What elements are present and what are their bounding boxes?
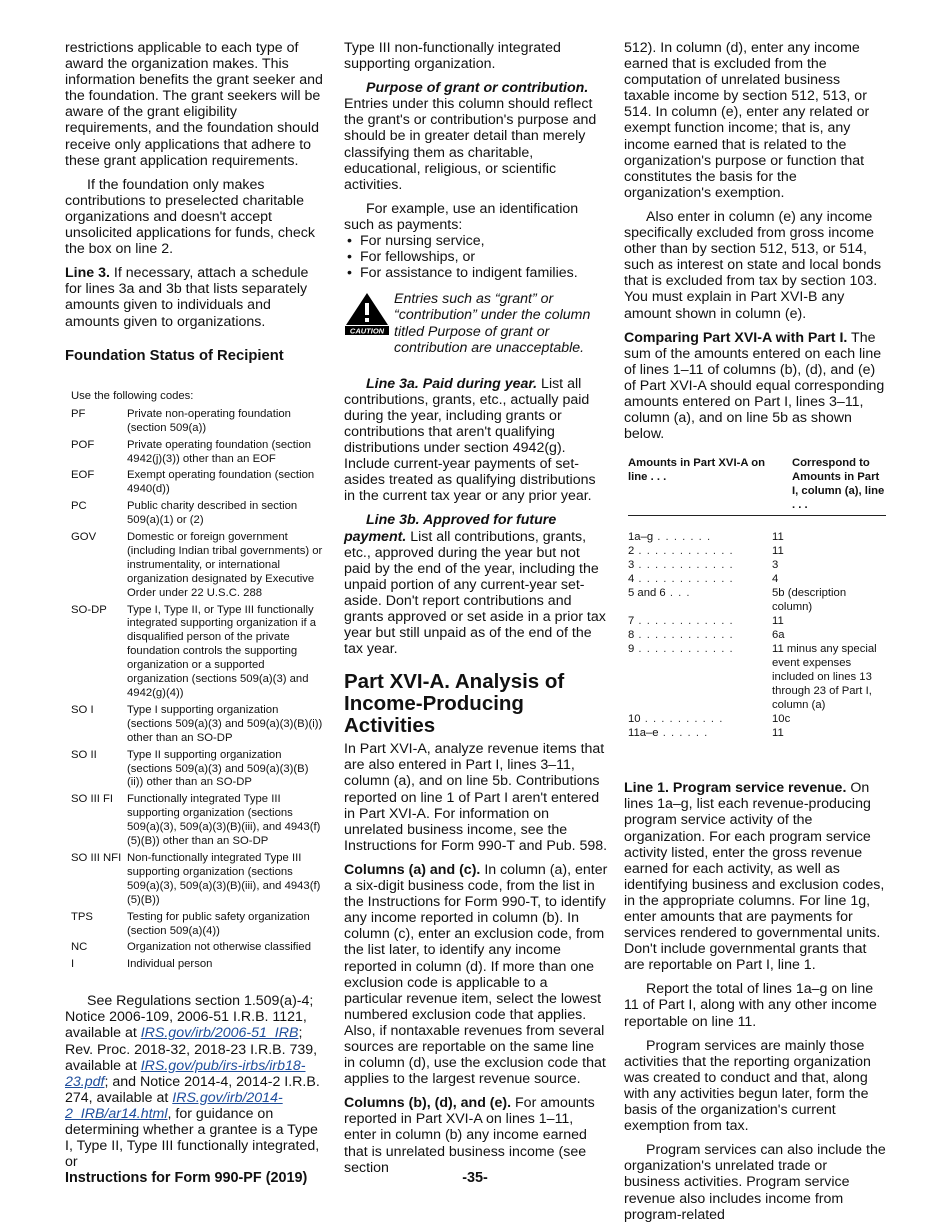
table-row	[628, 544, 886, 558]
code-description: Type II supporting organization (sections 509(a)(3) and 509(a)(3)(B)(ii)) other than an SO-DP	[127, 748, 309, 789]
codes-intro: Use the following codes:	[71, 389, 194, 402]
code-description: Public charity described in section 509(a)(1) or (2)	[127, 500, 298, 527]
line-value: 2	[628, 545, 635, 558]
purpose-text: Entries under this column should reflect the grant's or contribution's purpose and should be in greater detail than merely classifying them as charitable, educational, religious, or scientific activities.	[344, 96, 597, 193]
columns-bde-lead: Columns (b), (d), and (e).	[344, 1095, 512, 1112]
columns-ac-text: In column (a), enter a six-digit business code, from the list in the Instructions for Form 990-T, to identify any income reported in column (b). In column (c), enter an exclusion code, from the list later, to identify any income reported in column (d). If more than one exclusion code is applicable to a particular revenue item, select the lowest numbered exclusion code that applies. Also, if nontaxable revenues from several sources are reportable on the same line in column (d), use the exclusion code that applies to the largest revenue source.	[344, 861, 608, 1088]
paragraph: Program services are mainly those activities that the reporting organization was created to conduct and that, along with any activities begun later, form the basis of the organization's current exemption from tax.	[624, 1037, 871, 1135]
code-row	[69, 408, 323, 439]
line1-text: On lines 1a–g, list each revenue-producing program service activity of the organization. For each program service activity listed, enter the gross revenue earned for each activity, as well as identifying business and exclusion codes, in the appropriate columns. For line 1g, enter amounts that are payments for services rendered to governmental units. Don't include governmental grants that are reportable on Part I, line 1.	[624, 780, 885, 974]
line-value: 10	[628, 713, 641, 726]
code-description: Functionally integrated Type III supporting organization (sections 509(a)(3), 509(a)(3)(B)(iii), and 4943(f)(5)(B)) other than an SO-DP	[127, 793, 321, 848]
codes-table	[69, 408, 323, 975]
dot-leader: . . . . . . . . . . . .	[634, 573, 734, 586]
line3-paragraph	[65, 265, 325, 329]
line3a-paragraph	[344, 376, 608, 505]
part-title: Part XVI-A. Analysis of Income-Producing Activities	[344, 670, 565, 738]
code-row	[69, 793, 323, 852]
line3a-lead: Line 3a. Paid during year.	[366, 375, 538, 392]
table-row	[628, 558, 886, 572]
line3-text: If necessary, attach a schedule for lines 3a and 3b that lists separately amounts given to individuals and amounts given to organizations.	[65, 265, 309, 330]
regulations-paragraph	[65, 993, 325, 1170]
line3-lead: Line 3.	[65, 265, 110, 282]
dot-leader: . . . . . . . . . . . .	[634, 629, 734, 642]
line-value: 4	[628, 573, 635, 586]
code-row	[69, 704, 323, 749]
dot-leader: . . . . . . . . . . . .	[634, 615, 734, 628]
table-header-cell: Amounts in Part XVI-A on line . . .	[628, 457, 766, 484]
code-description: Testing for public safety organization (section 509(a)(4))	[127, 910, 310, 937]
table-cell-line	[628, 642, 772, 712]
code-description: Exempt operating foundation (section 4940(d))	[127, 469, 315, 496]
table-row	[628, 530, 886, 544]
text: See Regulations section 1.509(a)-4; Notice 2006-109, 2006-51 I.R.B. 1121, available at	[65, 993, 314, 1042]
correspondence-table	[628, 456, 886, 740]
table-cell-correspond: 10c	[772, 713, 791, 726]
columns-ac-paragraph	[344, 862, 608, 1087]
columns-bde-paragraph	[344, 1095, 608, 1175]
columns-bde-text: For amounts reported in Part XVI-A on lines 1–11, enter in column (b) any income earned that is unrelated business income (see section	[344, 1095, 595, 1176]
paragraph: Type III non-functionally integrated supporting organization.	[344, 40, 561, 73]
line3b-text: List all contributions, grants, etc., approved during the year but not paid by the end of the year, including the unpaid portion of any current-year set-aside. Don't report contributions and grants approved or set aside in a prior tax year but still unpaid as of the end of the tax year.	[344, 528, 606, 658]
dot-leader: . . . . . . .	[653, 531, 712, 544]
caution-label: CAUTION	[349, 326, 385, 336]
paragraph: In Part XVI-A, analyze revenue items that are also entered in Part I, lines 3–11, column (a), and on line 5b. Contributions reported on line 1 of Part I aren't entered in Part XVI-A. For information on unrelated business income, see the Instructions for Form 990-T and Pub. 598.	[344, 741, 608, 854]
line-value: 1a–g	[628, 531, 654, 544]
table-row	[628, 614, 886, 628]
line3b-paragraph	[344, 512, 608, 657]
table-cell-line	[628, 544, 772, 558]
link-irb-2014-2[interactable]: IRS.gov/irb/2014-2_IRB/ar14.html	[65, 1089, 283, 1122]
code-cell: SO III NFI	[71, 851, 122, 864]
dot-leader: . . . . . . . . . .	[640, 713, 724, 726]
link-irb18-23[interactable]: IRS.gov/pub/irs-irbs/irb18-23.pdf	[65, 1057, 306, 1090]
column-right	[624, 40, 886, 1231]
line1-paragraph	[624, 780, 886, 973]
code-cell: SO III FI	[71, 793, 114, 806]
table-row	[628, 726, 886, 740]
caution-icon	[344, 291, 390, 335]
paragraph: 512). In column (d), enter any income earned that is excluded from the computation of unrelated business taxable income by section 512, 513, or 514. In column (e), enter any related or exempt function income; that is, any income earned that is related to the organization's purpose or function that constitutes the basis for the organization's exemption.	[624, 40, 870, 201]
line3b-lead: Line 3b. Approved for future payment.	[344, 512, 557, 545]
list-item: • For fellowships, or	[344, 249, 608, 265]
table-row	[628, 572, 886, 586]
table-cell-line	[628, 726, 772, 740]
table-header-cell: Correspond to Amounts in Part I, column (a), line . . .	[792, 457, 885, 512]
paragraph: Report the total of lines 1a–g on line 11 of Part I, along with any other income reportable on line 11.	[624, 981, 877, 1030]
paragraph: If the foundation only makes contributions to preselected charitable organizations and doesn't accept unsolicited applications for funds, check the box on line 2.	[65, 176, 315, 258]
code-cell: I	[71, 958, 75, 971]
code-row	[69, 852, 323, 911]
table-cell-line	[628, 586, 772, 614]
purpose-paragraph	[344, 80, 608, 193]
table-cell-correspond: 4	[772, 573, 779, 586]
code-cell: NC	[71, 941, 88, 954]
code-description: Individual person	[127, 958, 213, 971]
line3a-text: List all contributions, grants, etc., actually paid during the year, including grants or contributions that aren't qualifying distributions under section 4942(g). Include current-year payments of set-asides treated as qualifying distributions in the current tax year or any prior year.	[344, 375, 596, 505]
footer-page-number: -35-	[462, 1170, 488, 1186]
code-row	[69, 439, 323, 470]
code-cell: SO II	[71, 748, 97, 761]
dot-leader: . . . . . . . . . . . .	[634, 559, 734, 572]
caution-text: Entries such as “grant” or “contribution” under the column titled Purpose of grant or contribution are unacceptable.	[394, 291, 591, 356]
text: ; Rev. Proc. 2018-32, 2018-23 I.R.B. 739, available at	[65, 1025, 318, 1074]
text: , for guidance on determining whether a grantee is a Type I, Type II, Type III functionally integrated, or	[65, 1105, 320, 1171]
table-cell-correspond: 11	[772, 615, 784, 628]
comparing-text: The sum of the amounts entered on each line of lines 1–11 of columns (b), (d), and (e) of Part XVI-A should equal corresponding amounts entered on Part I, lines 3–11, column (a), and on line 5b as shown below.	[624, 329, 885, 443]
table-cell-correspond: 11	[772, 545, 784, 558]
paragraph: restrictions applicable to each type of award the organization makes. This information benefits the grant seeker and the foundation. The grant seekers will be aware of the grant eligibility requirements, and the foundation should receive only applications that adhere to these grant application requirements.	[65, 40, 323, 169]
table-cell-line	[628, 572, 772, 586]
code-row	[69, 469, 323, 500]
table-cell-line	[628, 614, 772, 628]
table-row	[628, 642, 886, 712]
code-row	[69, 941, 323, 958]
code-description: Private non-operating foundation (section 509(a))	[127, 407, 291, 434]
dot-leader: . . . . . . . . . . . .	[634, 545, 734, 558]
column-left	[65, 40, 325, 1178]
code-description: Non-functionally integrated Type III supporting organization (sections 509(a)(3), 509(a)(3)(B)(iii), and 4943(f)(5)(B))	[127, 851, 321, 906]
table-cell-line	[628, 530, 772, 544]
code-row	[69, 911, 323, 942]
code-cell: SO I	[71, 703, 94, 716]
table-cell-correspond: 11	[772, 531, 784, 544]
link-irb-2006-51[interactable]: IRS.gov/irb/2006-51_IRB	[140, 1025, 299, 1042]
code-row	[69, 604, 323, 704]
paragraph: Also enter in column (e) any income specifically excluded from gross income other than by section 512, 513, or 514, such as interest on state and local bonds that is excluded from tax by section 103. You must explain in Part XVI-B any amount shown in column (e).	[624, 208, 882, 322]
code-cell: TPS	[71, 910, 93, 923]
section-heading: Foundation Status of Recipient	[65, 347, 284, 364]
code-description: Type I supporting organization (sections 509(a)(3) and 509(a)(3)(B)(i)) other than an SO-DP	[127, 703, 323, 744]
dot-leader: . . . . . . . . . . . .	[634, 643, 734, 656]
code-row	[69, 531, 323, 604]
table-row	[628, 628, 886, 642]
code-description: Domestic or foreign government (including Indian tribal governments) or instrumentality, or international organization designated by Executive Order under 22 U.S.C. 288	[127, 531, 323, 599]
line-value: 5 and 6	[628, 587, 666, 600]
example-paragraph: For example, use an identification such as payments:	[344, 200, 579, 233]
line-value: 9	[628, 643, 635, 656]
table-cell-line	[628, 628, 772, 642]
columns-ac-lead: Columns (a) and (c).	[344, 861, 481, 878]
code-description: Type I, Type II, or Type III functionally integrated supporting organization if a disqualified person of the private foundation controls the supporting organization or a supported organization (sections 509(a)(3) and 4942(g)(4))	[127, 603, 317, 699]
code-cell: POF	[71, 438, 95, 451]
code-row	[69, 500, 323, 531]
code-cell: EOF	[71, 469, 95, 482]
table-cell-correspond: 11 minus any special event expenses included on lines 13 through 23 of Part I, column (a)	[772, 643, 877, 712]
code-description: Organization not otherwise classified	[127, 941, 311, 954]
code-cell: PF	[71, 407, 86, 420]
bullet-list	[344, 233, 608, 281]
code-cell: PC	[71, 500, 87, 513]
footer-form-title: Instructions for Form 990-PF (2019)	[65, 1170, 308, 1186]
table-cell-line	[628, 712, 772, 726]
dot-leader: . . .	[665, 587, 691, 600]
table-header	[628, 456, 886, 516]
table-cell-correspond: 11	[772, 727, 784, 740]
line-value: 8	[628, 629, 635, 642]
code-row	[69, 749, 323, 794]
line-value: 3	[628, 559, 635, 572]
code-cell: GOV	[71, 531, 97, 544]
paragraph: Program services can also include the organization's unrelated trade or business activities. Program service revenue also includes income from program-related	[624, 1142, 886, 1223]
table-row	[628, 586, 886, 614]
text: ; and Notice 2014-4, 2014-2 I.R.B. 274, available at	[65, 1073, 320, 1106]
code-row	[69, 958, 323, 975]
table-cell-correspond: 6a	[772, 629, 785, 642]
line-value: 7	[628, 615, 635, 628]
table-row	[628, 712, 886, 726]
code-description: Private operating foundation (section 4942(j)(3)) other than an EOF	[127, 438, 312, 465]
comparing-lead: Comparing Part XVI-A with Part I.	[624, 329, 848, 346]
table-cell-line	[628, 558, 772, 572]
column-middle	[344, 40, 608, 1184]
line-value: 11a–e	[628, 727, 659, 740]
code-cell: SO-DP	[71, 603, 107, 616]
purpose-lead: Purpose of grant or contribution.	[366, 80, 589, 97]
list-item: • For nursing service,	[344, 233, 608, 249]
line1-lead: Line 1. Program service revenue.	[624, 780, 847, 797]
table-cell-correspond: 3	[772, 559, 779, 572]
list-item: • For assistance to indigent families.	[344, 265, 608, 281]
caution-note	[344, 291, 608, 355]
table-cell-correspond: 5b (description column)	[772, 587, 847, 614]
dot-leader: . . . . . .	[658, 727, 709, 740]
comparing-paragraph	[624, 330, 886, 443]
